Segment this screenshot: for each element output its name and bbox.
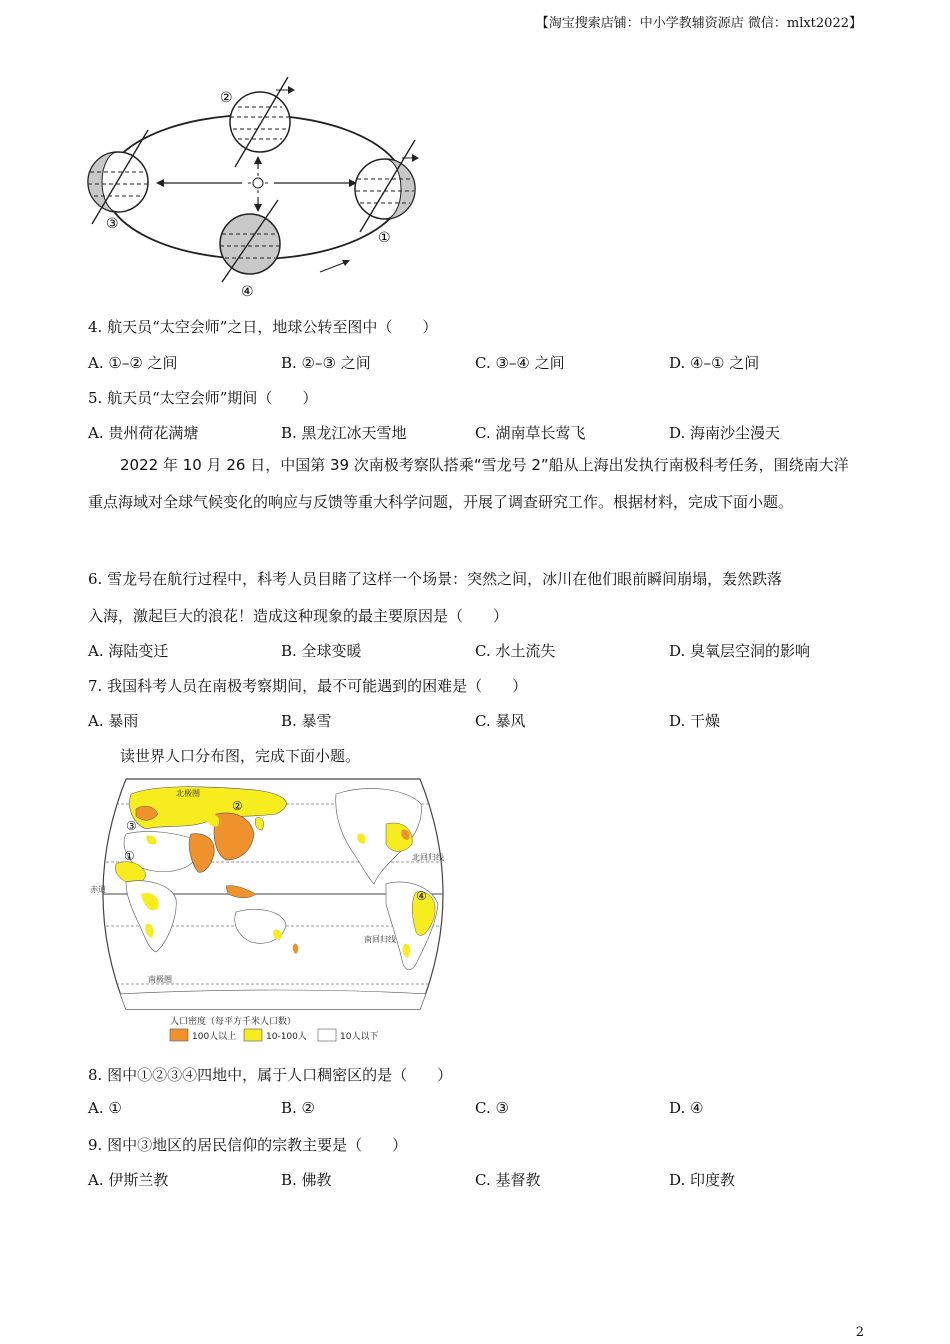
q5-option-a[interactable]: A. 贵州荷花满塘 (88, 424, 199, 442)
region-4-label: ④ (416, 889, 427, 903)
q6-option-b[interactable]: B. 全球变暖 (281, 642, 362, 660)
q4-option-c[interactable]: C. ③–④ 之间 (475, 354, 565, 372)
q8-option-d[interactable]: D. ④ (669, 1099, 704, 1117)
q5-option-c[interactable]: C. 湖南草长莺飞 (475, 424, 586, 442)
label-4: ④ (241, 284, 254, 300)
q4-option-a[interactable]: A. ①–② 之间 (88, 354, 178, 372)
q7-option-d[interactable]: D. 干燥 (669, 712, 721, 730)
region-1-label: ① (124, 849, 135, 863)
q9-option-d[interactable]: D. 印度教 (669, 1171, 736, 1189)
earth-position-3 (88, 130, 148, 224)
header-note: 【淘宝搜索店铺：中小学教辅资源店 微信：mlxt2022】 (535, 16, 862, 31)
legend-label-medium: 10-100人 (266, 1032, 307, 1042)
earth-position-2 (230, 77, 295, 167)
q8-option-b[interactable]: B. ② (281, 1099, 316, 1117)
map-lead: 读世界人口分布图，完成下面小题。 (120, 747, 361, 765)
page-number: 2 (855, 1325, 864, 1340)
q6-option-d[interactable]: D. 臭氧层空洞的影响 (669, 642, 811, 660)
antarctic-circle-label: 南极圈 (148, 975, 172, 984)
earth-orbit-figure (80, 72, 430, 302)
q4-option-d[interactable]: D. ④–① 之间 (669, 354, 760, 372)
region-2-label: ② (232, 799, 243, 813)
label-1: ① (378, 230, 391, 246)
q9-option-c[interactable]: C. 基督教 (475, 1171, 541, 1189)
q5-option-b[interactable]: B. 黑龙江冰天雪地 (281, 424, 407, 442)
region-3-label: ③ (126, 819, 137, 833)
q6-option-a[interactable]: A. 海陆变迁 (88, 642, 169, 660)
q7-option-b[interactable]: B. 暴雪 (281, 712, 332, 730)
q8-option-a[interactable]: A. ① (88, 1099, 122, 1117)
q7-option-c[interactable]: C. 暴风 (475, 712, 526, 730)
legend-label-sparse: 10人以下 (340, 1032, 379, 1042)
q8-option-c[interactable]: C. ③ (475, 1099, 509, 1117)
question-6-line1: 6. 雪龙号在航行过程中，科考人员目睹了这样一个场景：突然之间，冰川在他们眼前瞬间崩塌，轰然跌落 (88, 570, 783, 588)
q7-option-a[interactable]: A. 暴雨 (88, 712, 139, 730)
q9-option-b[interactable]: B. 佛教 (281, 1171, 332, 1189)
question-6-line2: 入海，激起巨大的浪花！造成这种现象的最主要原因是（ ） (88, 607, 509, 625)
tropic-of-cancer-label: 北回归线 (412, 853, 444, 862)
question-9: 9. 图中③地区的居民信仰的宗教主要是（ ） (88, 1136, 408, 1154)
passage-antarctic: 2022 年 10 月 26 日，中国第 39 次南极考察队搭乘“雪龙号 2”船从上海出发执行南极科考任务，围绕南大洋重点海域对全球气候变化的响应与反馈等重大科学问题，开展了调查研究工作。根据材料，完成下面小题。 (88, 456, 849, 511)
question-4: 4. 航天员“太空会师”之日，地球公转至图中（ ） (88, 318, 438, 336)
arctic-circle-label: 北极圈 (176, 789, 200, 798)
label-3: ③ (106, 216, 119, 232)
q5-option-d[interactable]: D. 海南沙尘漫天 (669, 424, 781, 442)
legend-swatch-medium (244, 1029, 262, 1041)
earth-position-4 (220, 200, 280, 282)
q4-option-b[interactable]: B. ②–③ 之间 (281, 354, 371, 372)
question-7: 7. 我国科考人员在南极考察期间，最不可能遇到的困难是（ ） (88, 677, 528, 695)
legend-swatch-dense (170, 1029, 188, 1041)
legend-label-dense: 100人以上 (192, 1032, 237, 1042)
sun-icon (248, 173, 268, 193)
legend-swatch-sparse (318, 1029, 336, 1041)
world-population-map (86, 774, 460, 1046)
question-5: 5. 航天员“太空会师”期间（ ） (88, 389, 318, 407)
question-8: 8. 图中①②③④四地中，属于人口稠密区的是（ ） (88, 1066, 453, 1084)
equator-label: 赤道 (90, 885, 106, 894)
q6-option-c[interactable]: C. 水土流失 (475, 642, 556, 660)
label-2: ② (220, 90, 233, 106)
legend-title: 人口密度（每平方千米人口数） (170, 1017, 297, 1027)
q9-option-a[interactable]: A. 伊斯兰教 (88, 1171, 169, 1189)
tropic-of-capricorn-label: 南回归线 (364, 935, 396, 944)
